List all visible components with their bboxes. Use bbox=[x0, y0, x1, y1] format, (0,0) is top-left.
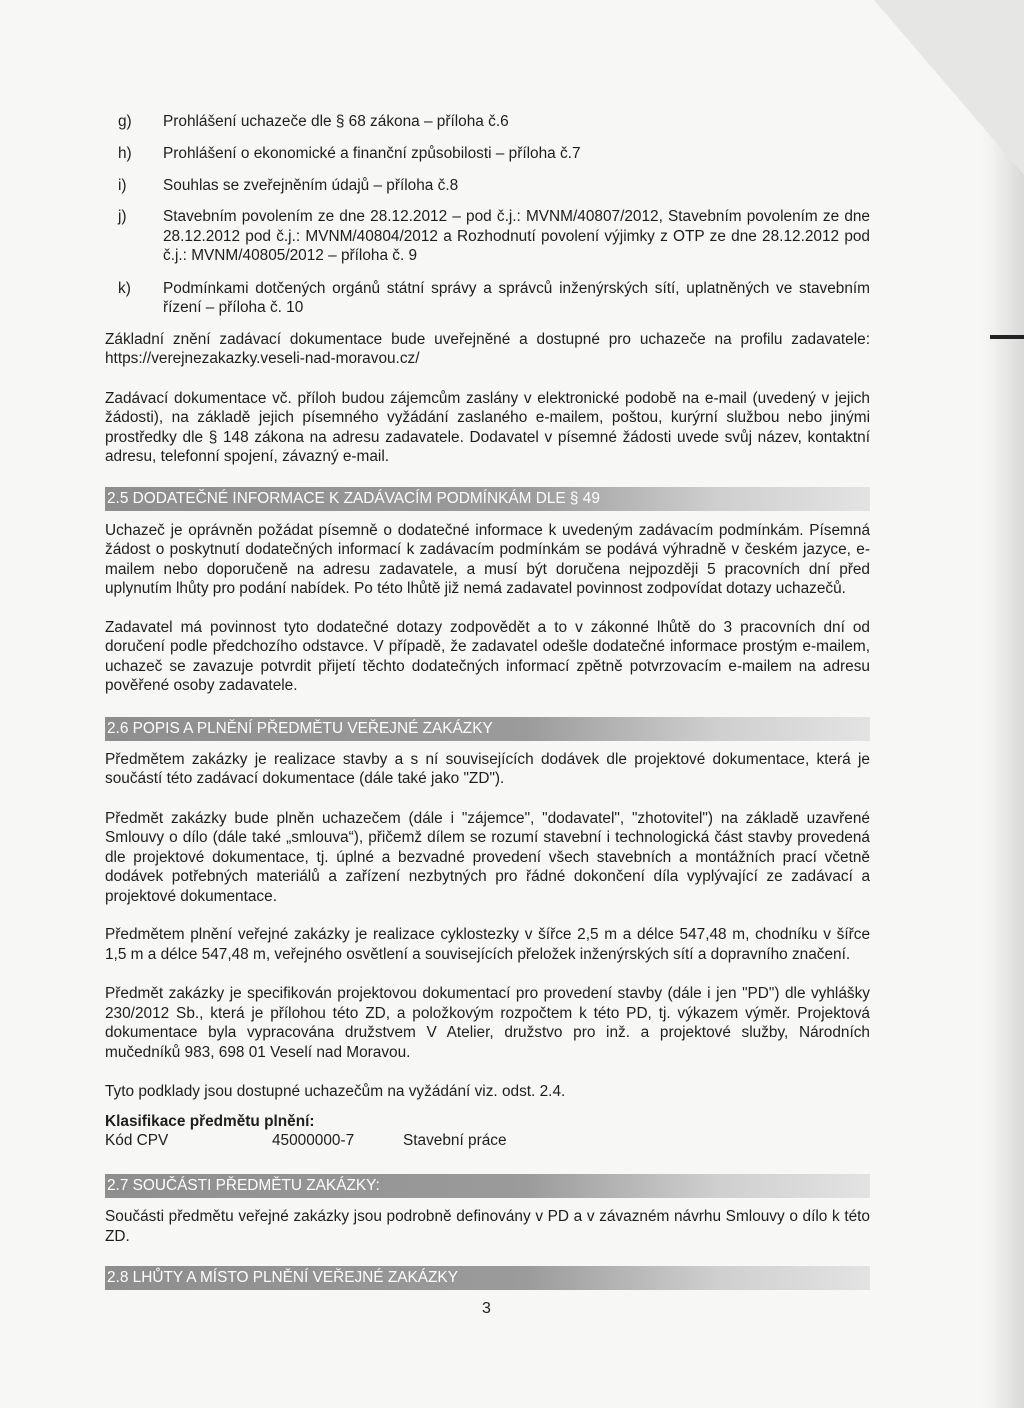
list-item-text: Prohlášení o ekonomické a finanční způsobilosti – příloha č.7 bbox=[163, 145, 581, 162]
list-item-text: Prohlášení uchazeče dle § 68 zákona – příloha č.6 bbox=[163, 113, 509, 130]
list-item-label: k) bbox=[118, 279, 131, 297]
cpv-label: Kód CPV bbox=[105, 1132, 169, 1149]
classification-title: Klasifikace předmětu plnění: bbox=[105, 1112, 315, 1130]
section-heading-2-7: 2.7 SOUČÁSTI PŘEDMĚTU ZAKÁZKY: bbox=[105, 1174, 870, 1198]
section-heading-2-6: 2.6 POPIS A PLNĚNÍ PŘEDMĚTU VEŘEJNÉ ZAKÁZKY bbox=[105, 717, 870, 741]
paragraph: Uchazeč je oprávněn požádat písemně o dodatečné informace k uvedeným zadávacím podmínkám. Písemná žádost o poskytnutí dodatečných informací k zadávacím podmínkám se podává výhradně v českém jazyce, e-mailem nebo doporučeně na adresu zadavatele, a musí být doručena nejpozději 5 pracovních dní před uplynutím lhůty pro podání nabídek. Po této lhůtě již nemá zadavatel povinnost zodpovídat dotazy uchazečů. bbox=[105, 521, 870, 597]
list-item-text: Podmínkami dotčených orgánů státní správy a správců inženýrských sítí, uplatněných ve stavebním řízení – příloha č. 10 bbox=[163, 279, 870, 316]
request-paragraph: Zadávací dokumentace vč. příloh budou zájemcům zaslány v elektronické podobě na e-mail (uvedený v jejich žádosti), na základě jejich písemného vyžádání zaslaného e-mailem, poštou, kurýrní službou nebo jinými prostředky dle § 148 zákona na adresu zadavatele. Dodavatel v písemné žádosti uvede svůj název, kontaktní adresu, telefonní spojení, závazný e-mail. bbox=[105, 389, 870, 465]
list-item bbox=[105, 176, 870, 196]
paragraph: Tyto podklady jsou dostupné uchazečům na vyžádání viz. odst. 2.4. bbox=[105, 1083, 566, 1100]
paragraph: Předmětem plnění veřejné zakázky je realizace cyklostezky v šířce 2,5 m a délce 547,48 m, chodníku v šířce 1,5 m a délce 547,48 m, veřejného osvětlení a souvisejících přeložek inženýrských sítí a dopravního značení. bbox=[105, 926, 870, 963]
list-item bbox=[105, 112, 870, 132]
paragraph: Předmět zakázky bude plněn uchazečem (dále i "zájemce", "dodavatel", "zhotovitel") na základě uzavřené Smlouvy o dílo (dále také „smlouva“), přičemž dílem se rozumí stavební i technologická část stavby provedená dle projektové dokumentace, tj. úplné a bezvadné provedení všech stavebních a montážních prací včetně dodávek potřebných materiálů a zařízení nezbytných pro řádné dokončení díla vyplývající ze zadávací a projektové dokumentace. bbox=[105, 809, 870, 905]
scan-mark bbox=[990, 335, 1024, 339]
list-item-label: j) bbox=[118, 208, 127, 225]
paragraph: Součásti předmětu veřejné zakázky jsou podrobně definovány v PD a v závazném návrhu Smlouvy o dílo k této ZD. bbox=[105, 1208, 870, 1245]
page-number: 3 bbox=[482, 1300, 491, 1317]
list-item-label: i) bbox=[118, 176, 127, 194]
cpv-code: 45000000-7 bbox=[272, 1132, 355, 1149]
profile-paragraph: Základní znění zadávací dokumentace bude uveřejněné a dostupné pro uchazeče na profilu zadavatele: https://verejnezakazky.veseli-nad-moravou.cz/ bbox=[105, 330, 870, 367]
list-item-label: h) bbox=[118, 145, 132, 162]
cpv-description: Stavební práce bbox=[403, 1132, 507, 1149]
list-item-text: Souhlas se zveřejněním údajů – příloha č.8 bbox=[163, 176, 459, 194]
list-item bbox=[105, 144, 870, 164]
folded-corner bbox=[874, 0, 1024, 175]
section-heading-2-8: 2.8 LHŮTY A MÍSTO PLNĚNÍ VEŘEJNÉ ZAKÁZKY bbox=[105, 1266, 870, 1290]
scan-edge bbox=[980, 0, 1024, 1408]
list-item-label: g) bbox=[118, 113, 132, 130]
document-page bbox=[105, 112, 870, 1290]
list-item bbox=[105, 279, 870, 318]
cpv-row bbox=[105, 1131, 870, 1151]
paragraph: Předmětem zakázky je realizace stavby a s ní souvisejících dodávek dle projektové dokumentace, která je součástí této zadávací dokumentace (dále také jako "ZD"). bbox=[105, 750, 870, 787]
paragraph: Předmět zakázky je specifikován projektovou dokumentací pro provedení stavby (dále i jen "PD") dle vyhlášky 230/2012 Sb., která je přílohou této ZD, a položkovým rozpočtem k této PD, tj. výkazem výměr. Projektová dokumentace byla vypracována družstvem V Atelier, družstvo pro inž. a projektové služby, Národních mučedníků 983, 698 01 Veselí nad Moravou. bbox=[105, 985, 870, 1061]
section-heading-2-5: 2.5 DODATEČNÉ INFORMACE K ZADÁVACÍM PODMÍNKÁM DLE § 49 bbox=[105, 487, 870, 511]
list-item bbox=[105, 207, 870, 266]
paragraph: Zadavatel má povinnost tyto dodatečné dotazy zodpovědět a to v zákonné lhůtě do 3 pracovních dní od doručení podle předchozího odstavce. V případě, že zadavatel odešle dodatečné informace prostým e-mailem, uchazeč se zavazuje potvrdit přijetí těchto dodatečných informací zpětně potvrzovacím e-mailem na adresu pověřené osoby zadavatele. bbox=[105, 618, 870, 694]
list-item-text: Stavebním povolením ze dne 28.12.2012 – pod č.j.: MVNM/40807/2012, Stavebním povolením ze dne 28.12.2012 pod č.j.: MVNM/40804/2012 a Rozhodnutí povolení výjimky z OTP ze dne 28.12.2012 pod č.j.: MVNM/40805/2012 – příloha č. 9 bbox=[163, 208, 870, 264]
